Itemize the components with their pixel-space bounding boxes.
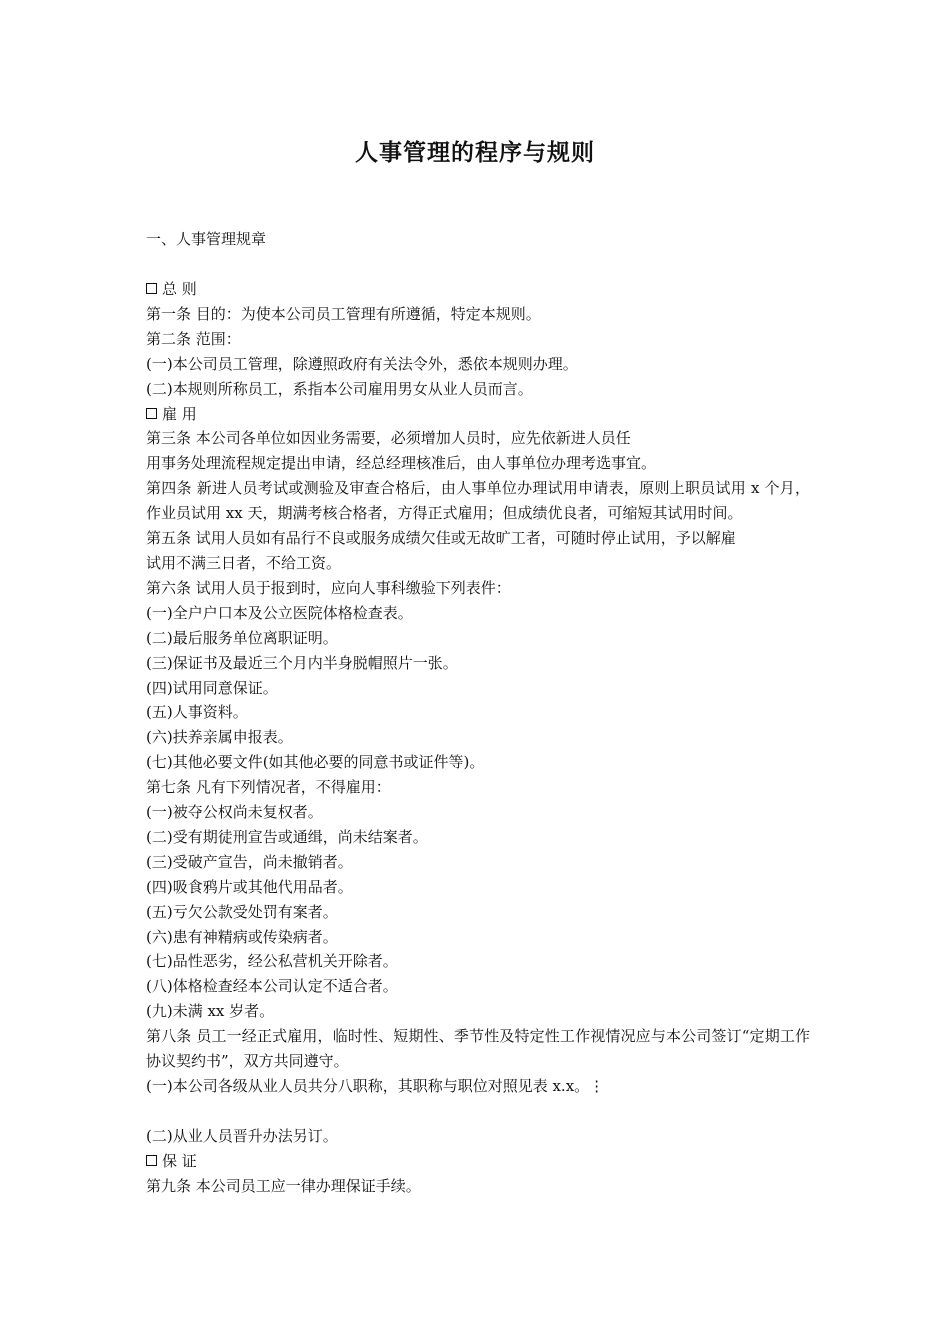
list-item: (二)受有期徒刑宣告或通缉，尚未结案者。 xyxy=(146,827,428,846)
article-line: 用事务处理流程规定提出申请，经总经理核准后，由人事单位办理考选事宜。 xyxy=(146,454,657,473)
list-item: (五)亏欠公款受处罚有案者。 xyxy=(146,902,338,921)
list-item: (六)患有神精病或传染病者。 xyxy=(146,927,338,946)
list-item: (五)人事资料。 xyxy=(146,703,248,722)
list-item: (一)本公司员工管理，除遵照政府有关法令外，悉依本规则办理。 xyxy=(146,354,578,373)
list-item: (三)受破产宣告，尚未撤销者。 xyxy=(146,852,353,871)
subsection-heading-general: 总 则 xyxy=(146,277,810,302)
list-item: (一)被夺公权尚未复权者。 xyxy=(146,803,323,822)
document-body xyxy=(146,277,810,1199)
article-line: 第五条 试用人员如有品行不良或服务成绩欠佳或无故旷工者，可随时停止试用，予以解雇 xyxy=(146,529,736,548)
list-item: (一)全户户口本及公立医院体格检查表。 xyxy=(146,603,413,622)
list-item: (六)扶养亲属申报表。 xyxy=(146,728,293,747)
checkbox-icon xyxy=(146,1155,157,1166)
list-item: (四)吸食鸦片或其他代用品者。 xyxy=(146,877,353,896)
article-line: 第一条 目的：为使本公司员工管理有所遵循，特定本规则。 xyxy=(146,304,541,323)
list-item: (七)其他必要文件(如其他必要的同意书或证件等)。 xyxy=(146,753,485,772)
article-paragraph: 第四条 新进人员考试或测验及审查合格后，由人事单位办理试用申请表，原则上职员试用 x 个月，作业员试用 xx 天，期满考核合格者，方得正式雇用；但成绩优良者，可缩短其试用时间。 xyxy=(146,479,810,523)
page-title: 人事管理的程序与规则 xyxy=(355,139,595,166)
section-heading: 一、人事管理规章 xyxy=(146,230,267,248)
subsection-heading-guarantee: 保 证 xyxy=(146,1149,810,1174)
list-item: (四)试用同意保证。 xyxy=(146,678,278,697)
list-item: (二)本规则所称员工，系指本公司雇用男女从业人员而言。 xyxy=(146,379,533,398)
checkbox-icon xyxy=(146,408,157,419)
blank-line xyxy=(146,1099,810,1124)
article-line: 第三条 本公司各单位如因业务需要，必须增加人员时，应先依新进人员任 xyxy=(146,429,631,448)
list-item: (一)本公司各级从业人员共分八职称，其职称与职位对照见表 x.x。⋮ xyxy=(146,1077,605,1095)
list-item: (二)最后服务单位离职证明。 xyxy=(146,628,338,647)
article-line: 试用不满三日者，不给工资。 xyxy=(146,553,342,572)
list-item: (九)未满 xx 岁者。 xyxy=(146,1002,275,1021)
list-item: (二)从业人员晋升办法另订。 xyxy=(146,1126,338,1145)
list-item: (三)保证书及最近三个月内半身脱帽照片一张。 xyxy=(146,653,458,672)
article-line: 第九条 本公司员工应一律办理保证手续。 xyxy=(146,1176,421,1195)
list-item: (七)品性恶劣，经公私营机关开除者。 xyxy=(146,952,398,971)
article-line: 第二条 范围： xyxy=(146,329,241,348)
checkbox-icon xyxy=(146,283,157,294)
subsection-heading-hiring: 雇 用 xyxy=(146,402,810,427)
article-paragraph: 第八条 员工一经正式雇用，临时性、短期性、季节性及特定性工作视情况应与本公司签订“定期工作协议契约书”，双方共同遵守。 xyxy=(146,1027,810,1071)
article-line: 第六条 试用人员于报到时，应向人事科缴验下列表件： xyxy=(146,578,511,597)
article-line: 第七条 凡有下列情况者，不得雇用： xyxy=(146,778,391,797)
list-item: (八)体格检查经本公司认定不适合者。 xyxy=(146,977,398,996)
